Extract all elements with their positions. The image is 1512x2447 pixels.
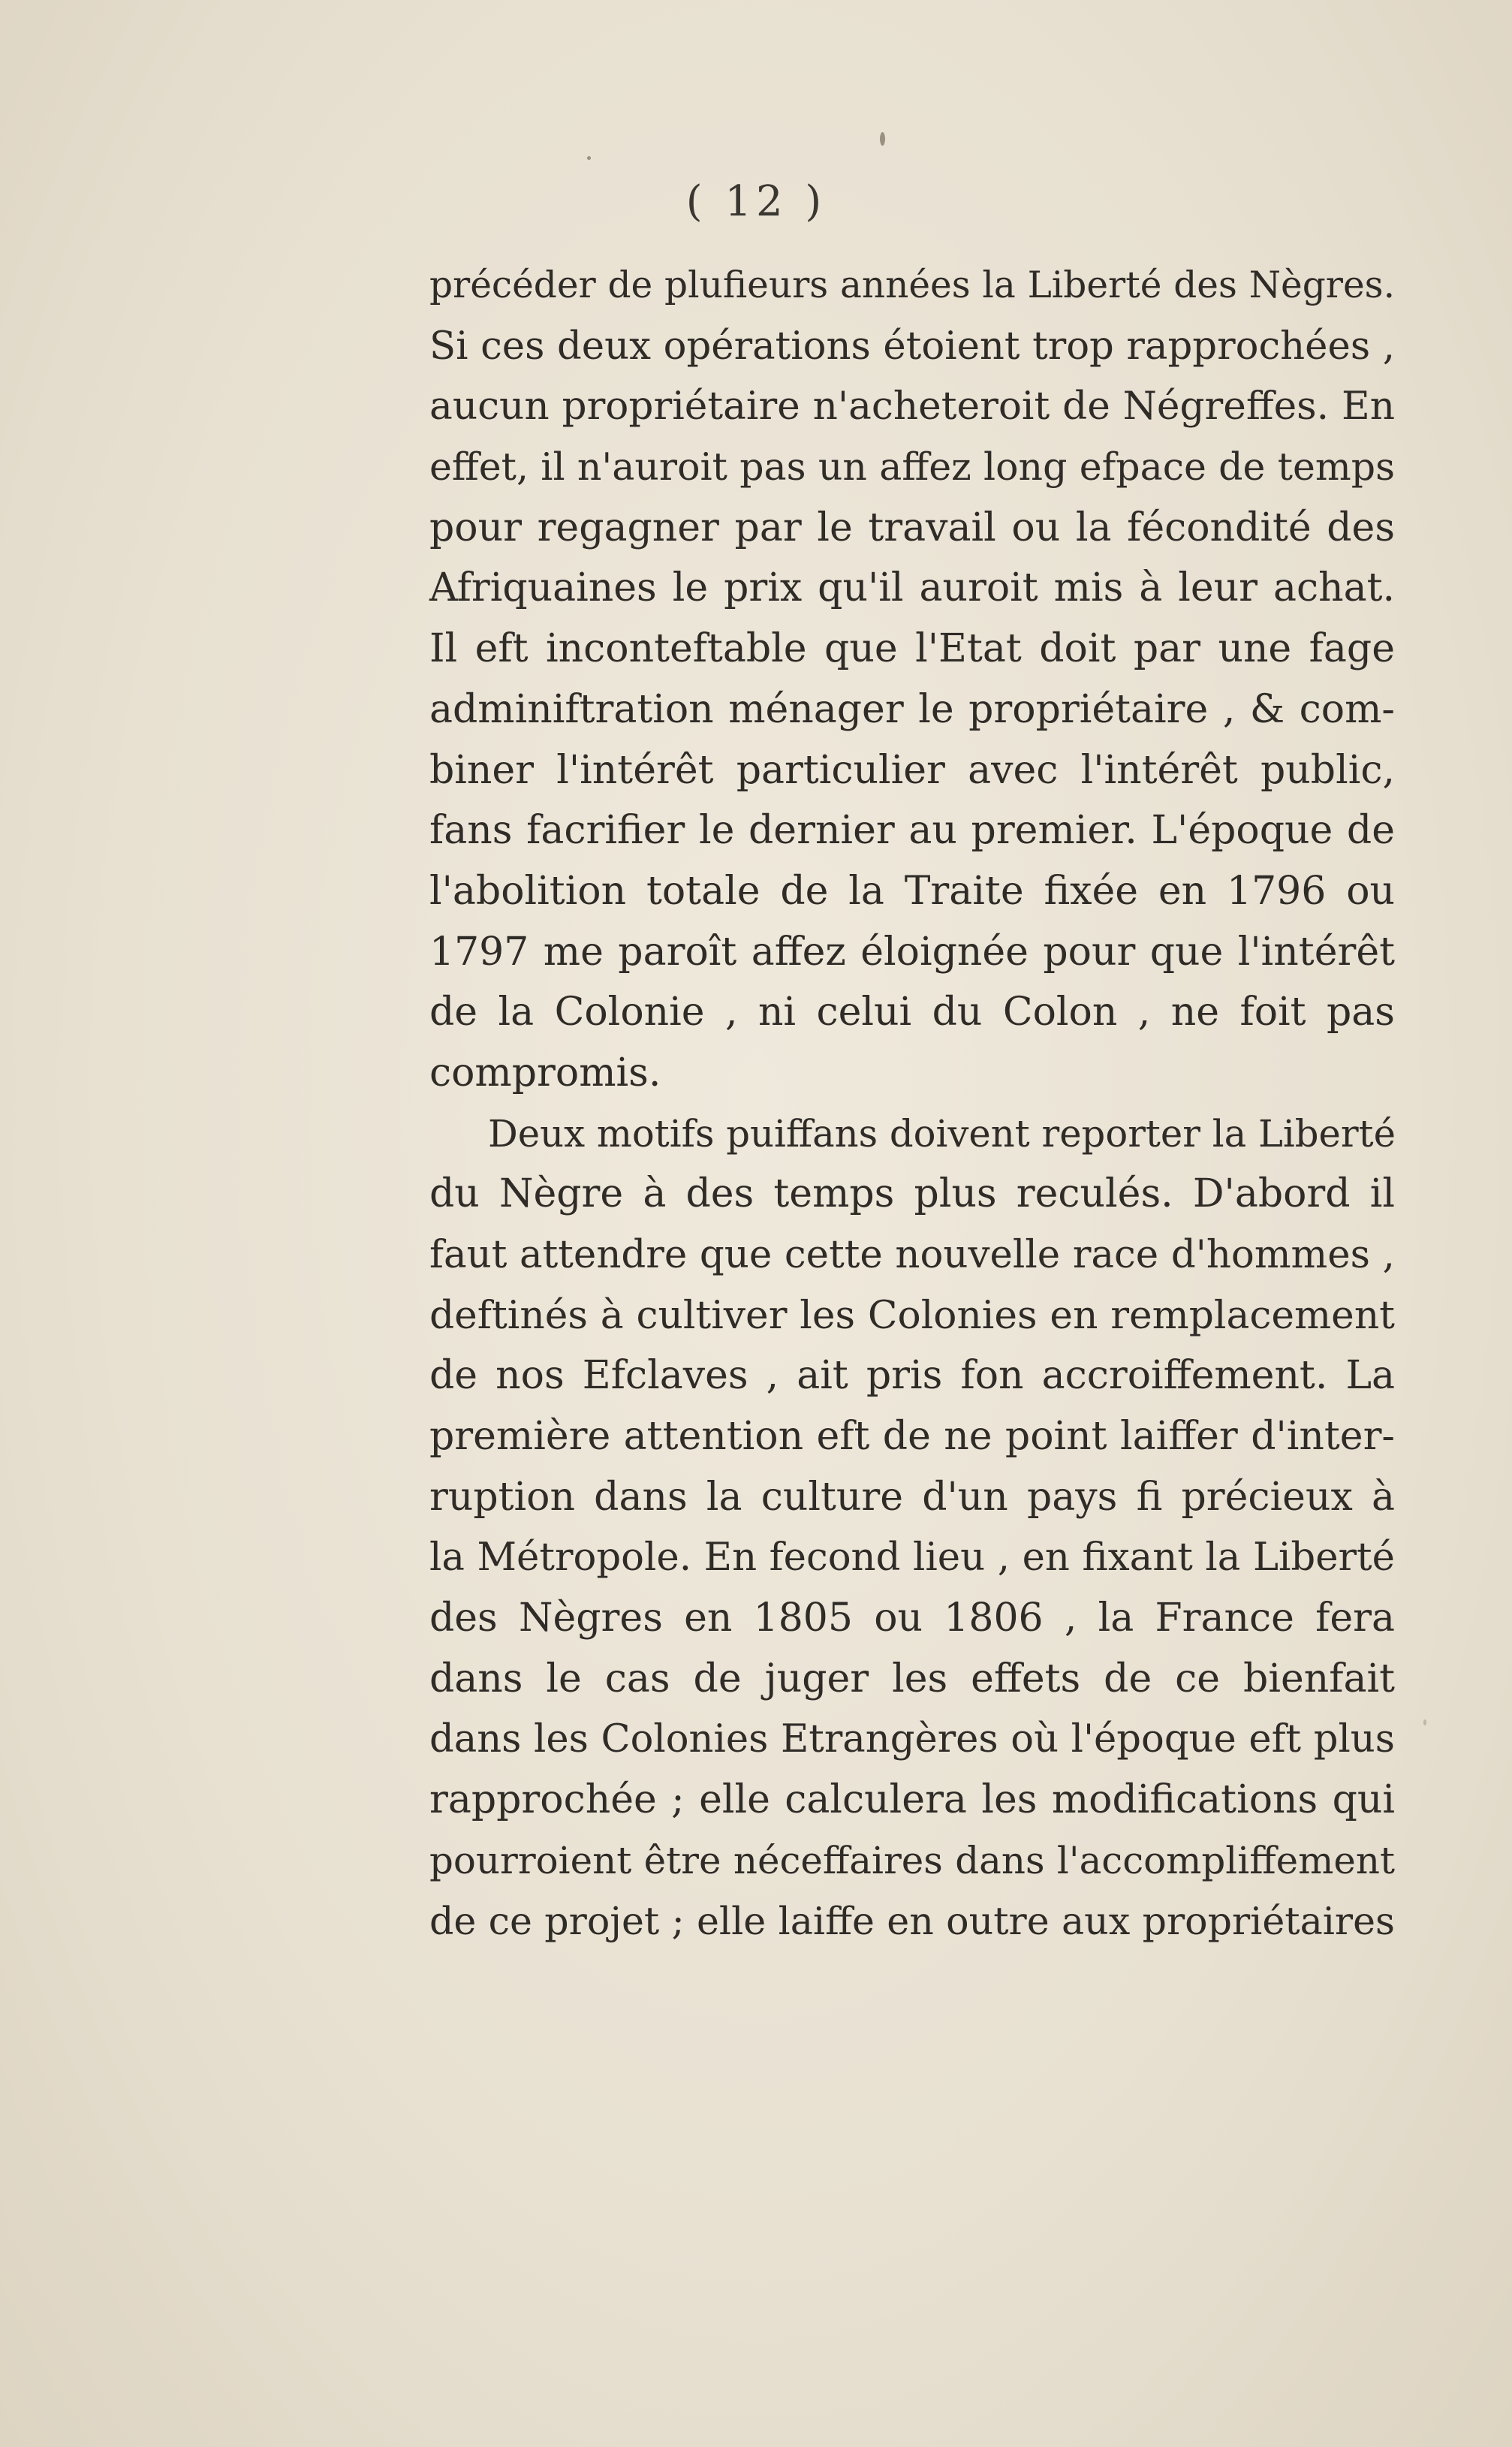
ink-speck (1423, 1719, 1426, 1725)
ink-speck (587, 156, 591, 160)
text-line: la Métropole. En fecond lieu , en fixant la Liberté (429, 1535, 1395, 1581)
text-line: rapprochée ; elle calculera les modifications qui (429, 1777, 1395, 1823)
text-line: de nos Efclaves , ait pris fon accroiffement. La (429, 1353, 1395, 1399)
text-line: pourroient être néceffaires dans l'accompliffement (429, 1838, 1395, 1882)
text-line: faut attendre que cette nouvelle race d'hommes , (429, 1232, 1395, 1277)
text-line: 1797 me paroît affez éloignée pour que l'intérêt (429, 929, 1395, 975)
text-line: précéder de plufieurs années la Liberté des Nègres. (429, 264, 1395, 306)
text-line: effet, il n'auroit pas un affez long efpace de temps (429, 444, 1395, 490)
text-line: première attention eft de ne point laiffer d'inter- (429, 1414, 1395, 1460)
body-text (429, 255, 1395, 1951)
text-line: du Nègre à des temps plus reculés. D'abord il (429, 1171, 1395, 1217)
text-line: de la Colonie , ni celui du Colon , ne foit pas (429, 990, 1395, 1035)
text-line: compromis. (429, 1050, 661, 1095)
text-line: Si ces deux opérations étoient trop rapprochées , (429, 323, 1395, 369)
text-line: biner l'intérêt particulier avec l'intérêt public, (429, 747, 1395, 793)
text-line: Deux motifs puiffans doivent reporter la Liberté (488, 1111, 1396, 1156)
page-number: ( 12 ) (685, 177, 827, 226)
text-line: Afriquaines le prix qu'il auroit mis à leur achat. (429, 565, 1395, 611)
text-line: de ce projet ; elle laiffe en outre aux propriétaires (429, 1898, 1395, 1943)
ink-speck (880, 132, 885, 146)
text-line: aucun propriétaire n'acheteroit de Négreffes. En (429, 384, 1395, 429)
text-line: pour regagner par le travail ou la fécondité des (429, 505, 1395, 550)
text-line: deftinés à cultiver les Colonies en remplacement (429, 1292, 1395, 1338)
text-line: des Nègres en 1805 ou 1806 , la France fera (429, 1596, 1395, 1641)
text-line: adminiftration ménager le propriétaire , & com- (429, 686, 1395, 732)
text-line: l'abolition totale de la Traite fixée en 1796 ou (429, 868, 1395, 914)
text-line: dans le cas de juger les effets de ce bienfait (429, 1656, 1395, 1701)
text-line: fans facrifier le dernier au premier. L'époque de (429, 808, 1395, 854)
text-line: dans les Colonies Etrangères où l'époque eft plus (429, 1716, 1395, 1761)
text-line: ruption dans la culture d'un pays fi précieux à (429, 1474, 1395, 1520)
text-line: Il eft inconteftable que l'Etat doit par une fage (429, 626, 1395, 672)
